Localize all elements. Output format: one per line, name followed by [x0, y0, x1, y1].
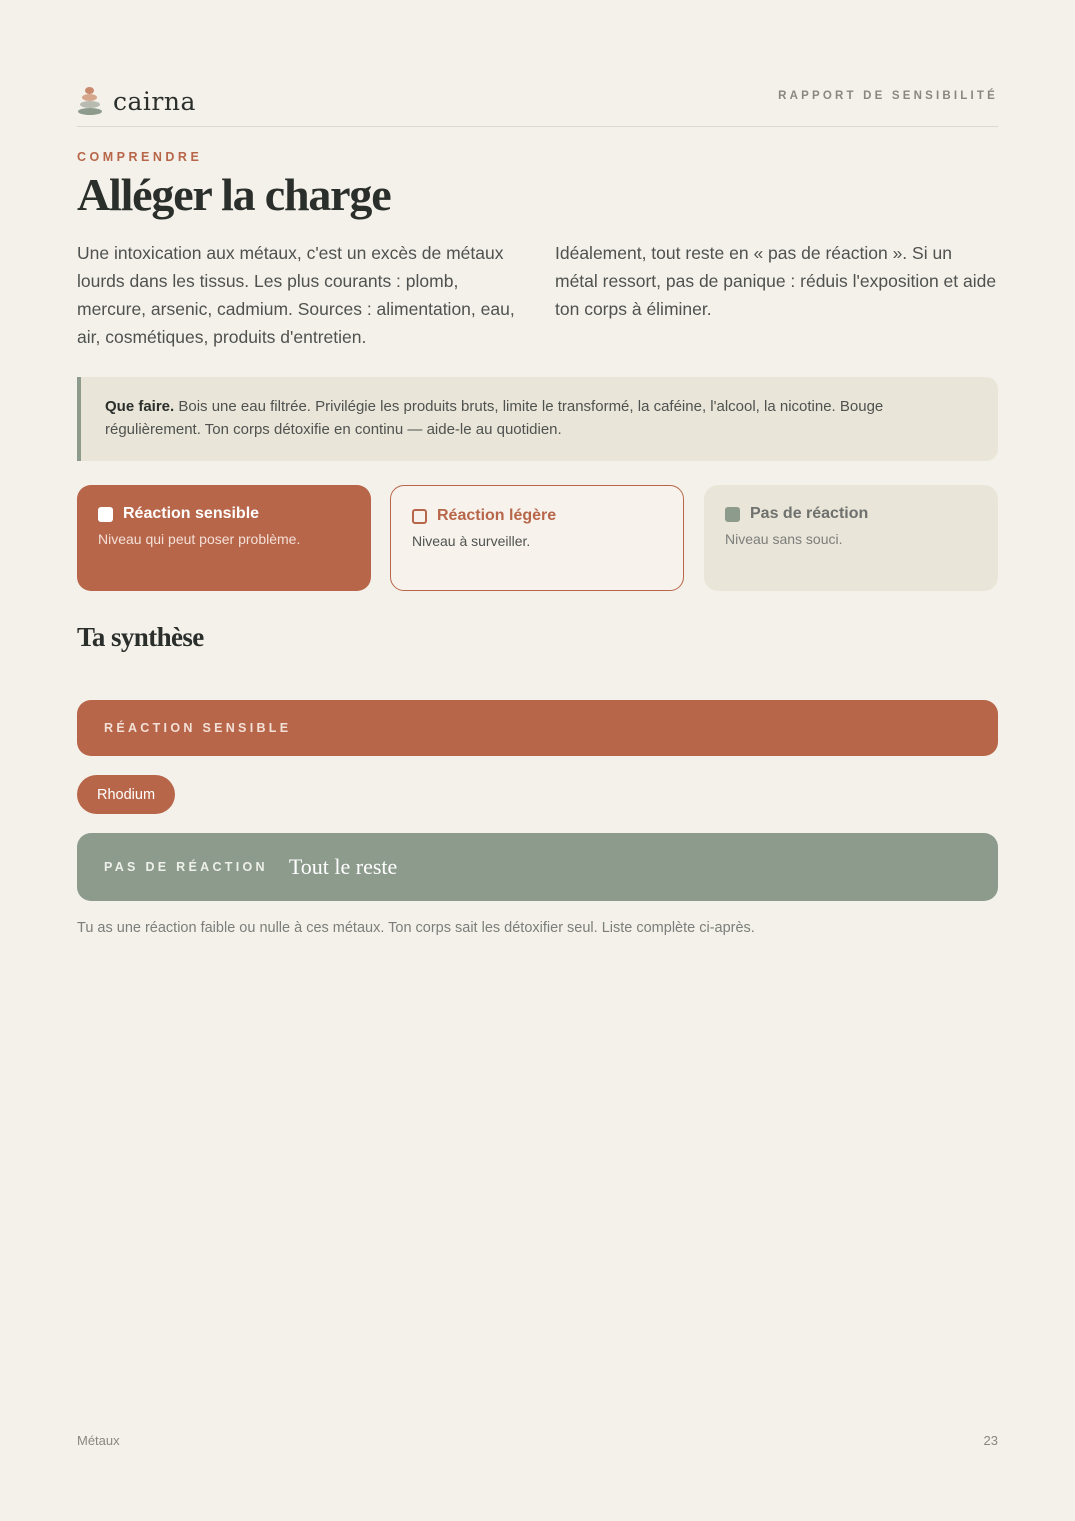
metal-chip-rhodium: Rhodium	[77, 775, 175, 814]
sensible-band	[77, 700, 998, 756]
legend-card-sensible	[77, 485, 371, 591]
legend-description: Niveau à surveiller.	[412, 533, 531, 549]
page-title: Alléger la charge	[77, 169, 391, 220]
no-reaction-band	[77, 833, 998, 901]
legend-description: Niveau qui peut poser problème.	[98, 531, 301, 547]
synthesis-note: Tu as une réaction faible ou nulle à ces métaux. Ton corps sait les détoxifier seul. Liste complète ci-après.	[77, 920, 755, 936]
legend-title: Pas de réaction	[750, 505, 869, 522]
page-number: 23	[983, 1433, 998, 1448]
cairn-stones-icon	[77, 86, 103, 116]
page-header	[77, 80, 998, 127]
callout-text: Bois une eau filtrée. Privilégie les produits bruts, limite le transformé, la caféine, l'alcool, la nicotine. Bouge régulièrement. Ton corps détoxifie en continu — aide-le au quotidien.	[105, 398, 884, 438]
no-reaction-band-value: Tout le reste	[288, 854, 398, 879]
brand-name: cairna	[113, 86, 196, 116]
report-page	[77, 0, 998, 1521]
intro-paragraph-left: Une intoxication aux métaux, c'est un excès de métaux lourds dans les tissus. Les plus courants : plomb, mercure, arsenic, cadmium. Sources : alimentation, eau, air, cosmétiques, produits d'entretien.	[77, 243, 515, 347]
intro-paragraph-right: Idéalement, tout reste en « pas de réaction ». Si un métal ressort, pas de panique : réduis l'exposition et aide ton corps à éliminer.	[555, 243, 997, 319]
legend-description: Niveau sans souci.	[725, 531, 843, 547]
synthesis-title: Ta synthèse	[77, 622, 204, 652]
legend-title: Réaction sensible	[123, 505, 260, 522]
no-reaction-band-label: PAS DE RÉACTION	[104, 860, 268, 874]
report-label: RAPPORT DE SENSIBILITÉ	[778, 90, 998, 102]
brand	[77, 86, 196, 116]
legend-card-none	[704, 485, 998, 591]
footer-section: Métaux	[77, 1433, 120, 1448]
square-marker-icon	[725, 507, 740, 522]
legend-card-legere	[390, 485, 684, 591]
callout-lead: Que faire.	[105, 398, 175, 415]
square-outline-marker-icon	[412, 509, 427, 524]
square-marker-icon	[98, 507, 113, 522]
sensible-band-label: RÉACTION SENSIBLE	[104, 721, 292, 735]
section-eyebrow: COMPRENDRE	[77, 150, 203, 164]
legend-title: Réaction légère	[437, 507, 557, 524]
advice-callout	[77, 377, 998, 461]
